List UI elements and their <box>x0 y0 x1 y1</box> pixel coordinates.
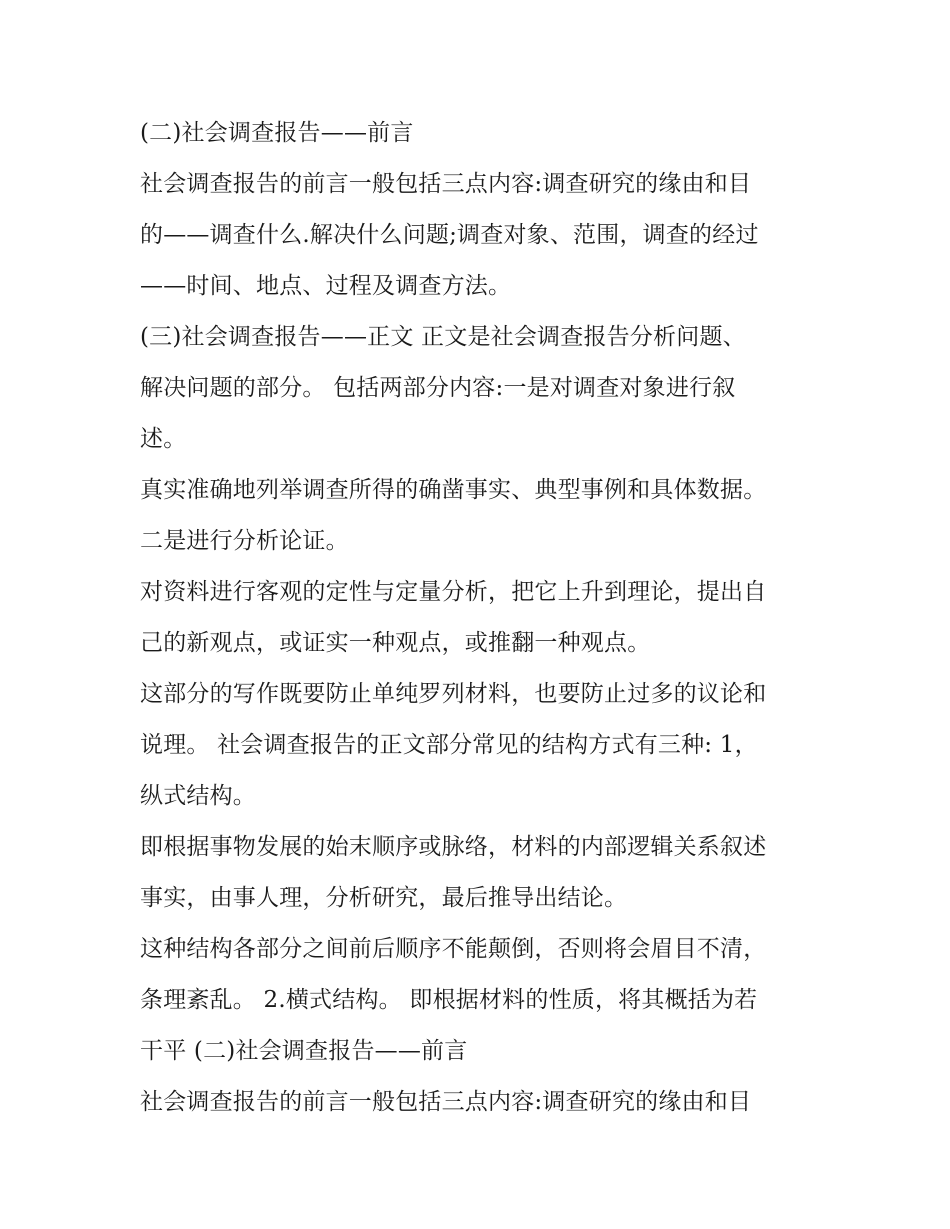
text-line: 这部分的写作既要防止单纯罗列材料，也要防止过多的议论和 <box>140 681 767 707</box>
text-line: (二)社会调查报告——前言 <box>140 120 414 146</box>
text-line: 条理紊乱。 2.横式结构。 即根据材料的性质，将其概括为若 <box>140 987 758 1013</box>
text-line: 己的新观点，或证实一种观点，或推翻一种观点。 <box>140 630 651 656</box>
text-line: 对资料进行客观的定性与定量分析，把它上升到理论，提出自 <box>140 579 767 605</box>
text-line: 即根据事物发展的始末顺序或脉络，材料的内部逻辑关系叙述 <box>140 834 767 860</box>
text-line: 的——调查什么.解决什么问题;调查对象、范围，调查的经过 <box>140 222 759 248</box>
text-line: 纵式结构。 <box>140 783 256 809</box>
text-line: 述。 <box>140 426 187 452</box>
text-line: 说理。 社会调查报告的正文部分常见的结构方式有三种: 1， <box>140 732 758 758</box>
text-line: 解决问题的部分。 包括两部分内容:一是对调查对象进行叙 <box>140 375 736 401</box>
text-line: 这种结构各部分之间前后顺序不能颠倒，否则将会眉目不清， <box>140 936 767 962</box>
text-line: (三)社会调查报告——正文 正文是社会调查报告分析问题、 <box>140 324 746 350</box>
text-line: 事实，由事人理，分析研究，最后推导出结论。 <box>140 885 628 911</box>
text-line: ——时间、地点、过程及调查方法。 <box>140 273 512 299</box>
text-line: 二是进行分析论证。 <box>140 528 349 554</box>
text-line: 社会调查报告的前言一般包括三点内容:调查研究的缘由和目 <box>140 171 752 197</box>
document-body <box>140 108 820 1128</box>
text-line: 干平 (二)社会调查报告——前言 <box>140 1038 468 1064</box>
text-line: 真实准确地列举调查所得的确凿事实、典型事例和具体数据。 <box>140 477 767 503</box>
text-line: 社会调查报告的前言一般包括三点内容:调查研究的缘由和目 <box>140 1089 752 1115</box>
